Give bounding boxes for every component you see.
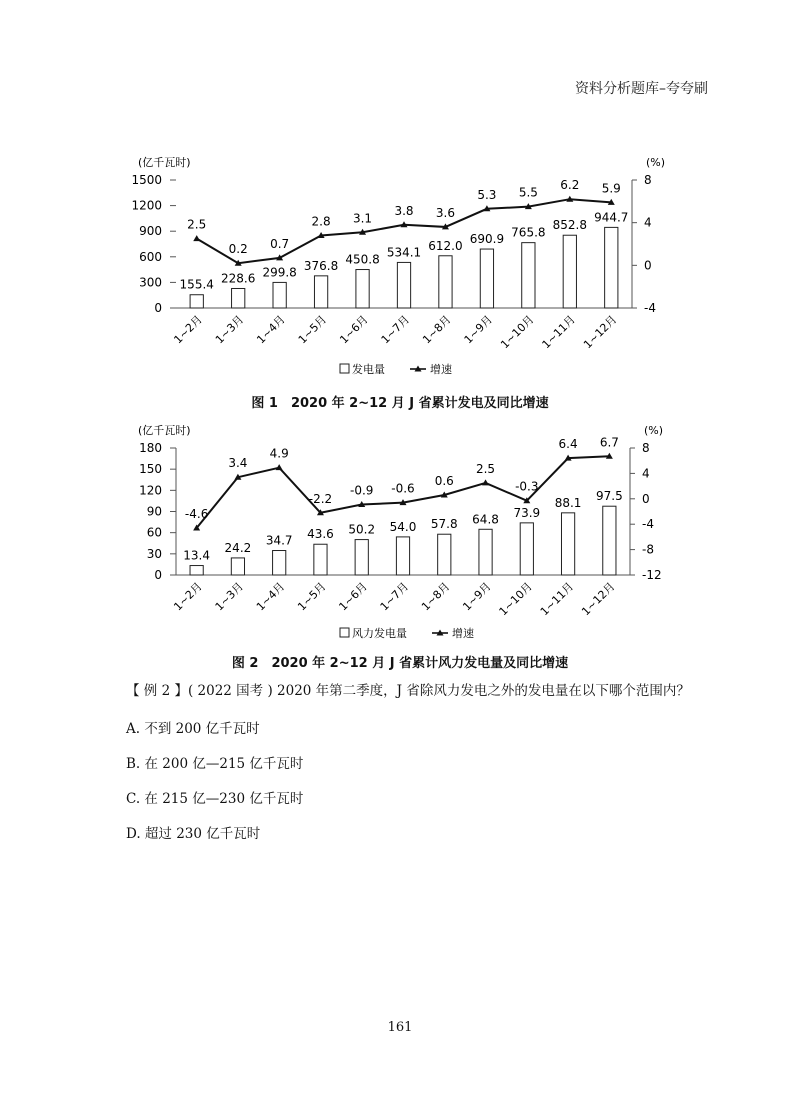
x-tick-label: 1~8月 [419, 579, 453, 614]
y-left-tick-label: 600 [139, 249, 162, 264]
growth-point [193, 235, 200, 241]
x-tick-label: 1~7月 [377, 579, 412, 614]
bar [439, 256, 452, 308]
x-tick-label: 1~12月 [579, 579, 618, 619]
bar [355, 540, 368, 575]
x-tick-label: 1~6月 [337, 312, 371, 347]
y-left-tick-label: 90 [146, 504, 162, 519]
x-tick-label: 1~5月 [295, 312, 330, 347]
growth-value-label: 3.6 [435, 205, 456, 220]
growth-value-label: 2.5 [187, 217, 207, 232]
bar [397, 262, 410, 308]
bar-value-label: 13.4 [183, 548, 210, 563]
growth-point [276, 464, 283, 470]
growth-value-label: -0.3 [515, 479, 539, 494]
y-right-tick-label: 0 [642, 491, 650, 506]
bar [190, 295, 203, 308]
y-right-unit: (%) [646, 156, 666, 169]
x-tick-label: 1~2月 [171, 579, 205, 614]
growth-value-label: 2.8 [311, 214, 331, 229]
question-text: 【 例 2 】( 2022 国考 ) 2020 年第二季度，J 省除风力发电之外的发电量在以下哪个范围内？ [126, 683, 690, 699]
growth-value-label: 3.8 [394, 203, 414, 218]
x-tick-label: 1~9月 [461, 312, 496, 347]
x-tick-label: 1~10月 [496, 579, 535, 619]
legend-line-label: 增速 [430, 363, 452, 376]
growth-value-label: 5.5 [518, 185, 538, 200]
bar-value-label: 690.9 [469, 232, 505, 247]
y-left-tick-label: 180 [139, 441, 162, 455]
y-left-tick-label: 900 [139, 224, 162, 239]
bar-value-label: 612.0 [428, 238, 463, 253]
bar [356, 270, 369, 308]
legend-bar-swatch [340, 628, 349, 637]
y-left-tick-label: 150 [139, 462, 162, 477]
x-tick-label: 1~6月 [336, 579, 370, 614]
chart2-caption: 图 2 2020 年 2~12 月 J 省累计风力发电量及同比增速 [231, 656, 569, 671]
growth-value-label: 5.9 [601, 181, 621, 196]
bar [396, 537, 409, 575]
bar [438, 534, 451, 575]
bar-value-label: 57.8 [430, 517, 458, 532]
x-tick-label: 1~4月 [253, 579, 288, 614]
chart-wind-generation [0, 420, 800, 650]
y-left-tick-label: 1200 [131, 198, 162, 213]
growth-value-label: -0.9 [350, 483, 374, 498]
growth-value-label: 2.5 [475, 461, 496, 476]
page-number: 161 [387, 1020, 413, 1035]
bar-value-label: 73.9 [513, 505, 541, 520]
bar-value-label: 34.7 [265, 533, 293, 548]
bar [561, 513, 574, 575]
growth-value-label: 4.9 [269, 446, 289, 461]
y-right-tick-label: 0 [644, 258, 652, 273]
bar [232, 288, 245, 308]
legend-line-label: 增速 [452, 627, 474, 640]
bar [603, 506, 616, 575]
bar [563, 235, 576, 308]
legend-bar-label: 发电量 [352, 363, 385, 376]
chart-total-generation [0, 140, 800, 390]
bar-value-label: 852.8 [552, 218, 587, 233]
bar-value-label: 64.8 [472, 512, 499, 527]
bar-value-label: 944.7 [594, 210, 629, 225]
y-left-tick-label: 0 [154, 568, 162, 582]
x-tick-label: 1~3月 [212, 312, 247, 347]
x-tick-label: 1~7月 [378, 312, 413, 347]
growth-value-label: 0.7 [270, 236, 290, 251]
y-right-tick-label: 8 [642, 441, 650, 455]
x-tick-label: 1~3月 [212, 579, 247, 614]
x-tick-label: 1~4月 [254, 312, 288, 347]
bar [273, 282, 286, 308]
option-d[interactable]: D. 超过 230 亿千瓦时 [126, 826, 261, 842]
bar [231, 558, 244, 575]
y-right-tick-label: 8 [644, 173, 652, 187]
y-left-tick-label: 120 [139, 483, 162, 498]
legend-bar-swatch [340, 364, 349, 373]
bar [479, 529, 492, 575]
y-right-tick-label: 4 [644, 215, 652, 230]
bar-value-label: 450.8 [345, 252, 380, 267]
growth-point [482, 479, 489, 485]
x-tick-label: 1~2月 [171, 312, 205, 347]
y-right-tick-label: -12 [642, 568, 662, 582]
bar-value-label: 24.2 [224, 540, 252, 555]
bar-value-label: 376.8 [303, 258, 339, 273]
growth-value-label: 6.7 [599, 435, 619, 450]
bar-value-label: 534.1 [386, 245, 422, 260]
growth-value-label: -0.6 [391, 481, 415, 496]
growth-value-label: 3.4 [228, 456, 248, 471]
y-left-unit: (亿千瓦时) [138, 424, 191, 437]
bar-value-label: 97.5 [596, 489, 623, 504]
option-b[interactable]: B. 在 200 亿—215 亿千瓦时 [126, 756, 304, 772]
x-tick-label: 1~9月 [460, 579, 494, 614]
y-right-tick-label: -4 [642, 517, 654, 532]
growth-value-label: 0.2 [228, 242, 248, 257]
bar-value-label: 765.8 [511, 225, 546, 240]
bar-value-label: 88.1 [554, 495, 582, 510]
bar-value-label: 54.0 [389, 519, 417, 534]
y-left-tick-label: 1500 [131, 173, 162, 187]
legend-bar-label: 风力发电量 [352, 627, 407, 640]
x-tick-label: 1~12月 [581, 312, 620, 352]
page-header-title: 资料分析题库–夸夸刷 [575, 81, 708, 97]
bar [314, 544, 327, 575]
growth-value-label: -2.2 [308, 491, 333, 506]
growth-value-label: 0.6 [434, 473, 454, 488]
growth-value-label: -4.6 [184, 507, 209, 522]
x-tick-label: 1~10月 [498, 312, 537, 352]
bar [605, 227, 618, 308]
bar [314, 276, 327, 308]
x-tick-label: 1~5月 [295, 579, 329, 614]
y-right-tick-label: -4 [644, 301, 656, 315]
growth-value-label: 3.1 [352, 211, 373, 226]
bar-value-label: 43.6 [307, 527, 334, 542]
y-right-unit: (%) [644, 424, 664, 437]
bar-value-label: 299.8 [262, 265, 297, 280]
bar [522, 243, 535, 308]
growth-value-label: 6.2 [560, 178, 580, 193]
y-left-tick-label: 60 [146, 525, 162, 540]
bar [190, 566, 203, 575]
x-tick-label: 1~8月 [420, 312, 454, 347]
y-right-tick-label: 4 [642, 466, 650, 481]
y-left-tick-label: 300 [139, 275, 162, 290]
option-a[interactable]: A. 不到 200 亿千瓦时 [126, 721, 260, 737]
growth-value-label: 6.4 [558, 437, 578, 452]
y-right-tick-label: -8 [642, 542, 654, 557]
option-c[interactable]: C. 在 215 亿—230 亿千瓦时 [126, 791, 304, 807]
bar-value-label: 155.4 [179, 277, 214, 292]
bar [480, 249, 493, 308]
x-tick-label: 1~11月 [537, 579, 577, 619]
bar [273, 551, 286, 575]
y-left-tick-label: 30 [146, 546, 162, 561]
x-tick-label: 1~11月 [539, 312, 578, 352]
y-left-tick-label: 0 [154, 301, 162, 315]
growth-value-label: 5.3 [477, 187, 497, 202]
y-left-unit: (亿千瓦时) [138, 156, 191, 169]
bar-value-label: 50.2 [348, 522, 376, 537]
bar [520, 523, 533, 575]
chart1-caption: 图 1 2020 年 2~12 月 J 省累计发电及同比增速 [251, 396, 549, 411]
bar-value-label: 228.6 [221, 271, 256, 286]
